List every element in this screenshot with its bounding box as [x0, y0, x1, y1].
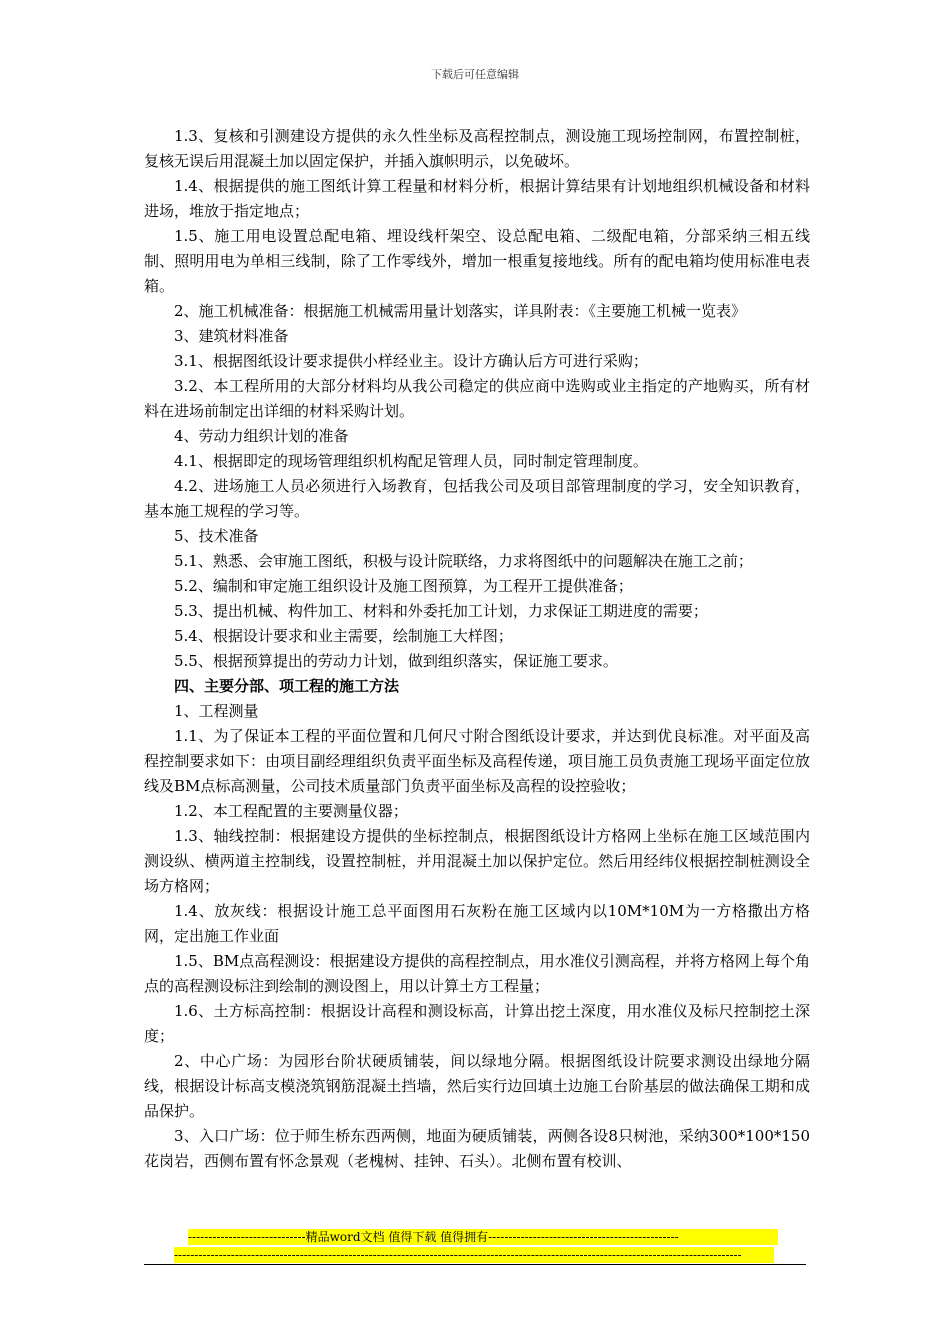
paragraph: 1.5、施工用电设置总配电箱、埋设线杆架空、设总配电箱、二级配电箱，分部采纳三相五线制、照明用电为单相三线制，除了工作零线外，增加一根重复接地线。所有的配电箱均使用标准电表箱。: [144, 227, 810, 295]
document-body: [144, 124, 810, 1174]
page-footer: [144, 1229, 810, 1263]
paragraph: 1.2、本工程配置的主要测量仪器；: [174, 802, 408, 820]
paragraph: 1.3、复核和引测建设方提供的永久性坐标及高程控制点，测设施工现场控制网，布置控制桩，复核无误后用混凝土加以固定保护，并插入旗帜明示，以免破坏。: [144, 127, 810, 170]
paragraph: 1.1、为了保证本工程的平面位置和几何尺寸附合图纸设计要求，并达到优良标准。对平面及高程控制要求如下：由项目副经理组织负责平面坐标及高程传递，项目施工员负责施工现场平面定位放线及BM点标高测量，公司技术质量部门负责平面坐标及高程的设控验收；: [144, 727, 810, 795]
paragraph: 4.1、根据即定的现场管理组织机构配足管理人员，同时制定管理制度。: [174, 452, 648, 470]
paragraph: 2、施工机械准备：根据施工机械需用量计划落实，详具附表：《主要施工机械一览表》: [174, 302, 747, 320]
section-heading: 四、主要分部、项工程的施工方法: [174, 677, 400, 695]
paragraph: 4、劳动力组织计划的准备: [174, 427, 349, 445]
paragraph: 2、中心广场：为园形台阶状硬质铺装，间以绿地分隔。根据图纸设计院要求测设出绿地分隔线，根据设计标高支模浇筑钢筋混凝土挡墙，然后实行边回填土边施工台阶基层的做法确保工期和成品保护。: [144, 1052, 810, 1120]
footer-divider: [144, 1264, 806, 1265]
paragraph: 1.4、根据提供的施工图纸计算工程量和材料分析，根据计算结果有计划地组织机械设备和材料进场，堆放于指定地点；: [144, 177, 810, 220]
paragraph: 5.5、根据预算提出的劳动力计划，做到组织落实，保证施工要求。: [174, 652, 618, 670]
paragraph: 3、入口广场：位于师生桥东西两侧，地面为硬质铺装，两侧各设8只树池，采纳300*100*150花岗岩，西侧布置有怀念景观（老槐树、挂钟、石头）。北侧布置有校训、: [144, 1127, 810, 1170]
paragraph: 5.1、熟悉、会审施工图纸，积极与设计院联络，力求将图纸中的问题解决在施工之前；: [174, 552, 753, 570]
paragraph: 3.1、根据图纸设计要求提供小样经业主。设计方确认后方可进行采购；: [174, 352, 648, 370]
paragraph: 1.3、轴线控制：根据建设方提供的坐标控制点，根据图纸设计方格网上坐标在施工区域范围内测设纵、横两道主控制线，设置控制桩，并用混凝土加以保护定位。然后用经纬仪根据控制桩测设全场方格网；: [144, 827, 810, 895]
paragraph: 1、工程测量: [174, 702, 259, 720]
paragraph: 5.3、提出机械、构件加工、材料和外委托加工计划，力求保证工期进度的需要；: [174, 602, 708, 620]
paragraph: 3.2、本工程所用的大部分材料均从我公司稳定的供应商中选购或业主指定的产地购买，所有材料在进场前制定出详细的材料采购计划。: [144, 377, 810, 420]
paragraph: 1.4、放灰线：根据设计施工总平面图用石灰粉在施工区域内以10M*10M为一方格撒出方格网，定出施工作业面: [144, 902, 810, 945]
paragraph: 1.6、土方标高控制：根据设计高程和测设标高，计算出挖土深度，用水准仪及标尺控制挖土深度；: [144, 1002, 810, 1045]
paragraph: 5.2、编制和审定施工组织设计及施工图预算，为工程开工提供准备；: [174, 577, 633, 595]
footer-banner-line: -----------------------------精品word文档 值得下载 值得拥有-----------------------------------------------: [188, 1229, 778, 1245]
paragraph: 5.4、根据设计要求和业主需要，绘制施工大样图；: [174, 627, 513, 645]
page-header: 下载后可任意编辑: [431, 68, 519, 81]
paragraph: 5、技术准备: [174, 527, 259, 545]
paragraph: 1.5、BM点高程测设：根据建设方提供的高程控制点，用水准仪引测高程，并将方格网上每个角点的高程测设标注到绘制的测设图上，用以计算土方工程量；: [144, 952, 810, 995]
paragraph: 4.2、进场施工人员必须进行入场教育，包括我公司及项目部管理制度的学习，安全知识教育，基本施工规程的学习等。: [144, 477, 810, 520]
footer-dash-line: --------------------------------------------------------------------------------------------------------------------------------------------: [174, 1247, 774, 1263]
paragraph: 3、建筑材料准备: [174, 327, 289, 345]
